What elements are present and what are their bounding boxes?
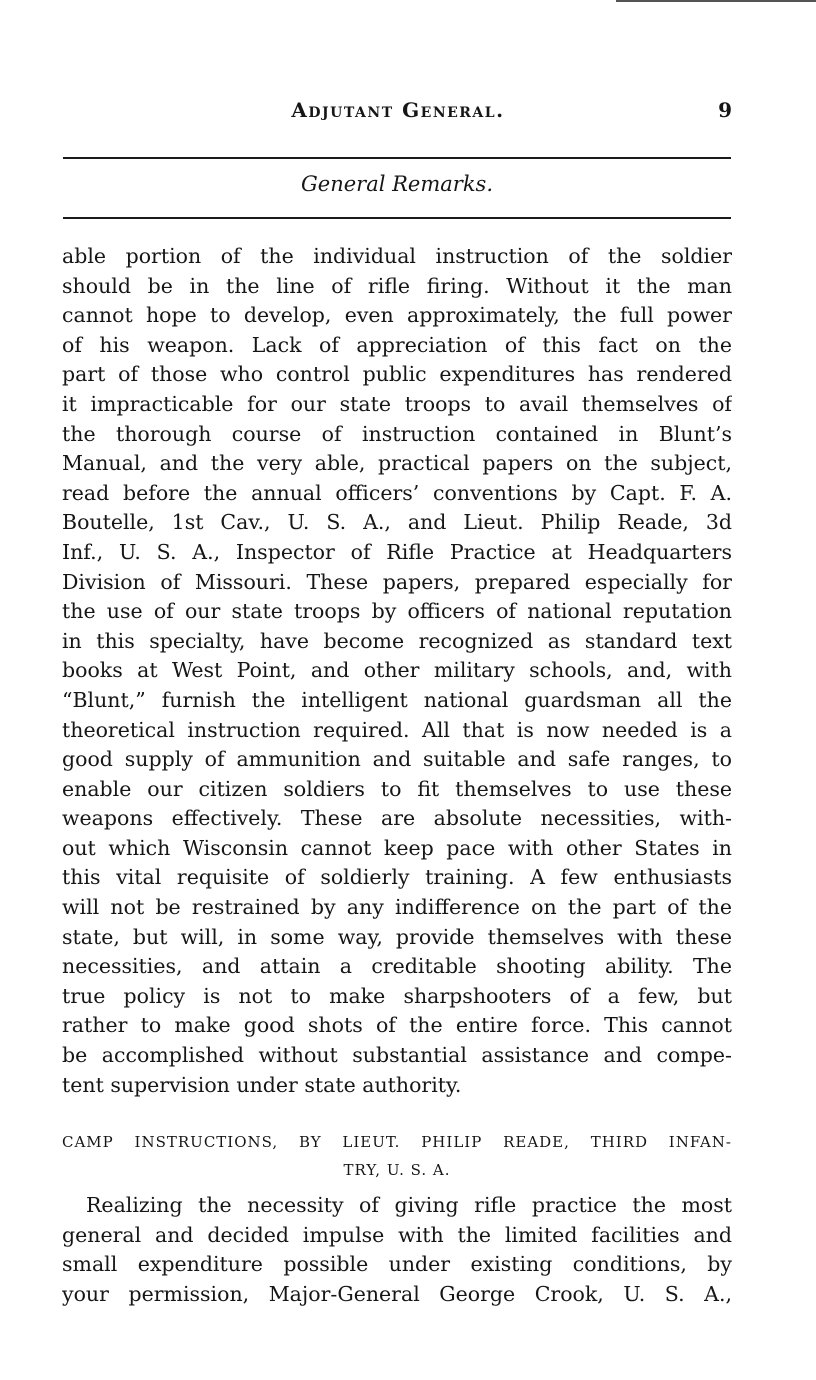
text-line: your permission, Major-General George Crook, U. S. A.,	[62, 1281, 732, 1306]
text-line: it impracticable for our state troops to avail themselves of	[62, 391, 732, 416]
text-line: Division of Missouri. These papers, prepared especially for	[62, 569, 732, 594]
bottom-rule	[63, 217, 731, 219]
text-line: the use of our state troops by officers of national reputation	[62, 599, 732, 624]
text-line: theoretical instruction required. All that is now needed is a	[62, 717, 732, 742]
text-line: should be in the line of rifle firing. Without it the man	[62, 273, 732, 298]
text-line: out which Wisconsin cannot keep pace with other States in	[62, 835, 732, 860]
text-line: the thorough course of instruction contained in Blunt’s	[62, 421, 732, 446]
text-line: rather to make good shots of the entire force. This cannot	[62, 1013, 732, 1038]
text-line: weapons effectively. These are absolute necessities, with-	[62, 806, 732, 831]
text-line: Boutelle, 1st Cav., U. S. A., and Lieut. Philip Reade, 3d	[62, 510, 732, 535]
camp-instructions-subheading	[62, 1128, 732, 1184]
top-rule	[63, 157, 731, 159]
text-line: of his weapon. Lack of appreciation of this fact on the	[62, 332, 732, 357]
text-line: part of those who control public expenditures has rendered	[62, 362, 732, 387]
text-line: enable our citizen soldiers to fit themselves to use these	[62, 776, 732, 801]
paragraph-general-remarks	[62, 242, 732, 1100]
text-line: Realizing the necessity of giving rifle practice the most	[86, 1193, 732, 1217]
text-line: Inf., U. S. A., Inspector of Rifle Practice at Headquarters	[62, 539, 732, 564]
scan-edge-line	[616, 0, 816, 2]
text-line: good supply of ammunition and suitable and safe ranges, to	[62, 747, 732, 772]
text-line: in this specialty, have become recognized as standard text	[62, 628, 732, 653]
text-line: general and decided impulse with the limited facilities and	[62, 1222, 732, 1247]
text-line: Manual, and the very able, practical papers on the subject,	[62, 451, 732, 476]
paragraph-camp-instructions	[62, 1191, 732, 1309]
text-line: necessities, and attain a creditable shooting ability. The	[62, 954, 732, 979]
text-line: cannot hope to develop, even approximately, the full power	[62, 303, 732, 328]
text-line: will not be restrained by any indifference on the part of the	[62, 895, 732, 920]
subheading-line-1: CAMP INSTRUCTIONS, BY LIEUT. PHILIP READE, THIRD INFAN-	[62, 1133, 732, 1151]
text-line: tent supervision under state authority.	[62, 1072, 462, 1097]
text-line: this vital requisite of soldierly training. A few enthusiasts	[62, 865, 732, 890]
section-heading: General Remarks.	[301, 172, 493, 196]
running-head	[62, 98, 734, 132]
text-line: “Blunt,” furnish the intelligent national guardsman all the	[62, 687, 732, 712]
text-line: small expenditure possible under existing conditions, by	[62, 1252, 732, 1277]
text-line: state, but will, in some way, provide themselves with these	[62, 924, 732, 949]
page-number: 9	[718, 98, 732, 122]
text-line: able portion of the individual instruction of the soldier	[62, 244, 732, 268]
running-title: Adjutant General.	[291, 98, 505, 122]
subheading-line-2: TRY, U. S. A.	[343, 1161, 451, 1179]
text-line: be accomplished without substantial assistance and compe-	[62, 1043, 732, 1068]
text-line: read before the annual officers’ conventions by Capt. F. A.	[62, 480, 732, 505]
text-line: true policy is not to make sharpshooters of a few, but	[62, 983, 732, 1008]
text-line: books at West Point, and other military schools, and, with	[62, 658, 732, 683]
